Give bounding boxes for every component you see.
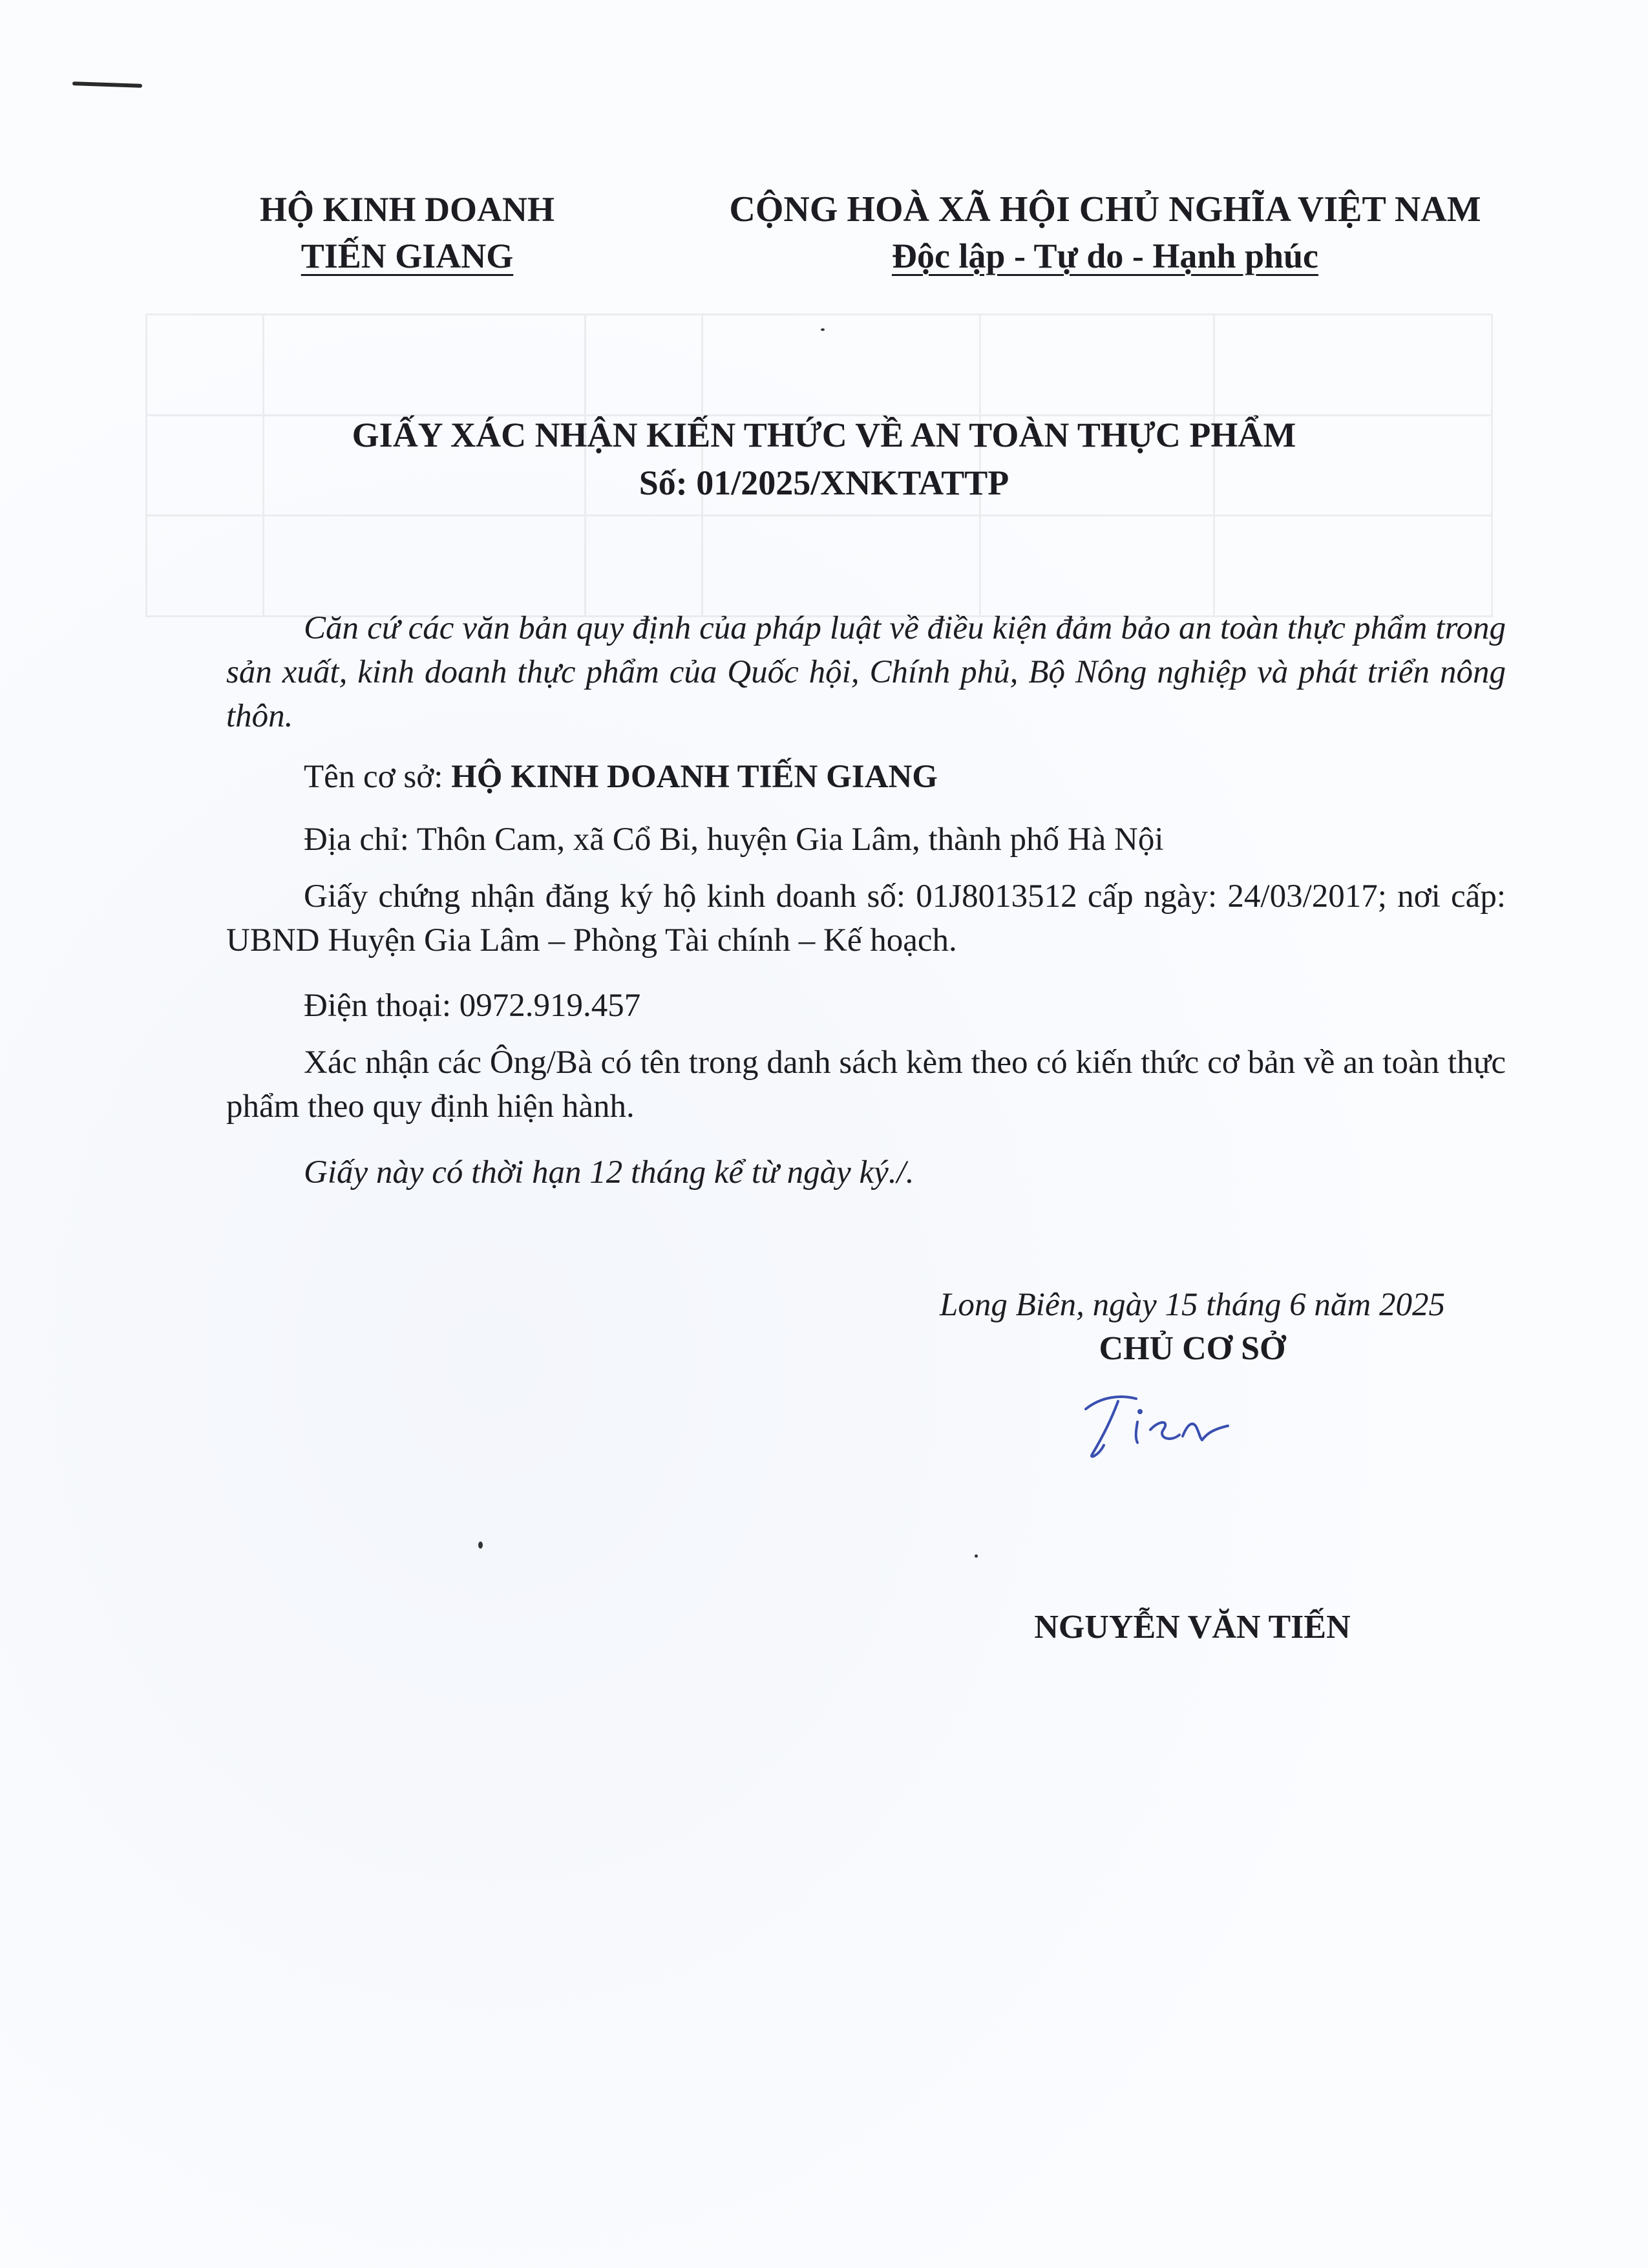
- organization-header: [213, 186, 601, 279]
- facility-label: Tên cơ sở:: [304, 759, 452, 795]
- scan-speck: [478, 1542, 483, 1549]
- address-line: Địa chỉ: Thôn Cam, xã Cổ Bi, huyện Gia Lâm, thành phố Hà Nội: [304, 821, 1164, 858]
- business-license-paragraph: Giấy chứng nhận đăng ký hộ kinh doanh số: 01J8013512 cấp ngày: 24/03/2017; nơi cấp: UBND Huyện Gia Lâm – Phòng Tài chính – Kế hoạch.: [226, 878, 1506, 959]
- scan-speck: [975, 1554, 978, 1558]
- signature-block: [885, 1283, 1499, 1371]
- phone-line: Điện thoại: 0972.919.457: [304, 988, 641, 1024]
- validity-line: Giấy này có thời hạn 12 tháng kể từ ngày ký./.: [304, 1154, 914, 1191]
- facility-name-line: [226, 755, 1506, 799]
- national-header: [692, 186, 1519, 279]
- scan-speck: [821, 328, 825, 331]
- legal-basis-paragraph: Căn cứ các văn bản quy định của pháp luật về điều kiện đảm bảo an toàn thực phẩm trong sản xuất, kinh doanh thực phẩm của Quốc hội, Chính phủ, Bộ Nông nghiệp và phát triển nông thôn.: [226, 610, 1506, 734]
- confirmation-paragraph: Xác nhận các Ông/Bà có tên trong danh sách kèm theo có kiến thức cơ bản về an toàn thực phẩm theo quy định hiện hành.: [226, 1044, 1506, 1125]
- title-line: GIẤY XÁC NHẬN KIẾN THỨC VỀ AN TOÀN THỰC PHẨM: [352, 416, 1296, 454]
- signer-role: CHỦ CƠ SỞ: [1099, 1330, 1286, 1367]
- national-motto: Độc lập - Tự do - Hạnh phúc: [891, 237, 1319, 275]
- document-title: [129, 411, 1519, 507]
- facility-name: HỘ KINH DOANH TIẾN GIANG: [451, 759, 938, 795]
- document-number: Số: 01/2025/XNKTATTP: [639, 463, 1009, 502]
- signer-name: NGUYỄN VĂN TIẾN: [1034, 1609, 1351, 1646]
- org-name-line1: HỘ KINH DOANH: [259, 190, 555, 229]
- place-and-date: Long Biên, ngày 15 tháng 6 năm 2025: [940, 1287, 1445, 1323]
- org-name-line2: TIẾN GIANG: [301, 237, 514, 275]
- handwritten-signature: [1073, 1383, 1241, 1467]
- national-title: CỘNG HOÀ XÃ HỘI CHỦ NGHĨA VIỆT NAM: [729, 189, 1481, 229]
